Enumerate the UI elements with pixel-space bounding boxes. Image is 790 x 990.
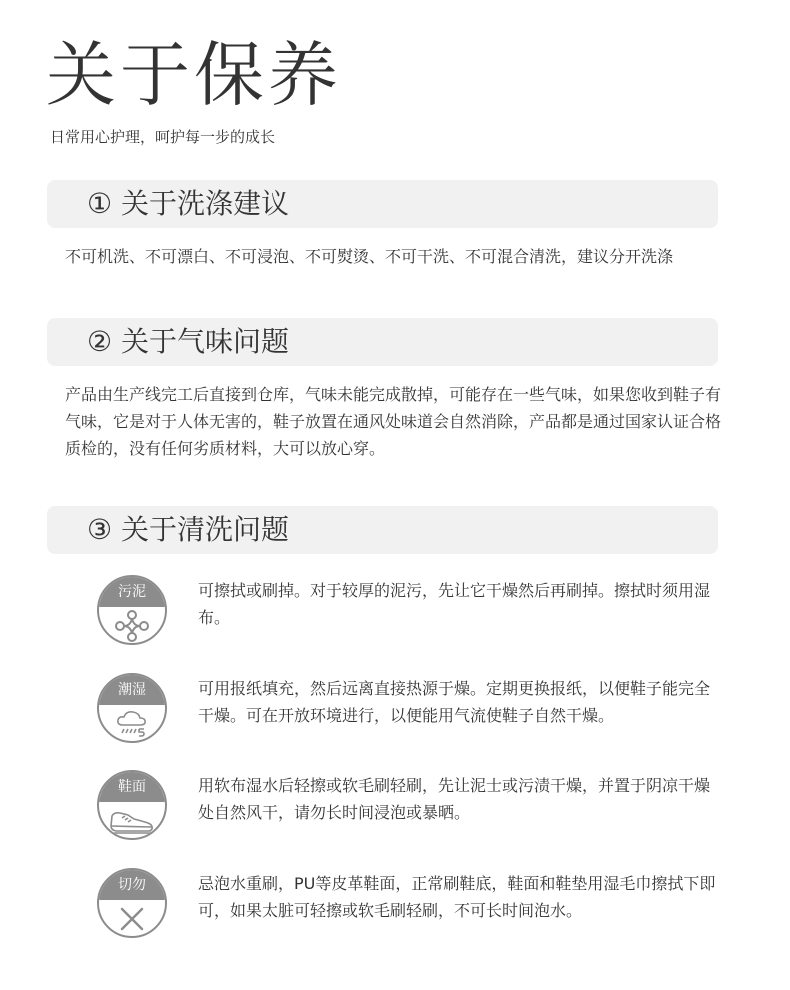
mud-badge [97, 575, 167, 645]
humidity-cloud-icon [99, 706, 165, 742]
section-heading: ① 关于洗涤建议 [87, 187, 290, 220]
badge-label: 潮湿 [99, 675, 165, 705]
badge-label: 鞋面 [99, 772, 165, 802]
odor-text: 产品由生产线完工后直接到仓库，气味未能完成散掉，可能存在一些气味，如果您收到鞋子有气味，它是对于人体无害的，鞋子放置在通风处味道会自然消除，产品都是通过国家认证合格质检的，没有任何劣质材料，大可以放心穿。 [65, 385, 722, 458]
care-item-mud [97, 575, 717, 645]
care-item-humidity [97, 673, 717, 743]
care-item-never [97, 868, 717, 938]
cross-icon [99, 901, 165, 937]
badge-label: 切勿 [99, 870, 165, 900]
shoe-icon [99, 803, 165, 839]
section-header-washing [47, 180, 718, 228]
page-title: 关于保养 [46, 34, 342, 116]
mud-icon [99, 608, 165, 644]
care-text: 可擦拭或刷掉。对于较厚的泥污，先让它干燥然后再刷掉。擦拭时须用湿布。 [198, 581, 711, 627]
section-header-odor [47, 318, 718, 366]
humidity-badge [97, 673, 167, 743]
section-heading: ③ 关于清洗问题 [87, 513, 290, 546]
care-text: 用软布湿水后轻擦或软毛刷轻刷，先让泥士或污渍干燥，并置于阴凉干燥处自然风干，请勿长时间浸泡或暴晒。 [198, 776, 711, 822]
upper-badge [97, 770, 167, 840]
never-badge [97, 868, 167, 938]
washing-advice-text: 不可机洗、不可漂白、不可浸泡、不可熨烫、不可干洗、不可混合清洗，建议分开洗涤 [65, 247, 674, 266]
care-text: 可用报纸填充，然后远离直接热源于燥。定期更换报纸，以便鞋子能完全干燥。可在开放环境进行，以便能用气流使鞋子自然干燥。 [198, 679, 711, 725]
care-item-upper [97, 770, 717, 840]
section-header-cleaning [47, 506, 718, 554]
section-heading: ② 关于气味问题 [87, 325, 290, 358]
page-subtitle: 日常用心护理，呵护每一步的成长 [50, 128, 276, 146]
badge-label: 污泥 [99, 577, 165, 607]
care-text: 忌泡水重刷，PU等皮革鞋面，正常刷鞋底，鞋面和鞋垫用湿毛巾擦拭下即可，如果太脏可轻擦或软毛刷轻刷，不可长时间泡水。 [198, 874, 716, 920]
